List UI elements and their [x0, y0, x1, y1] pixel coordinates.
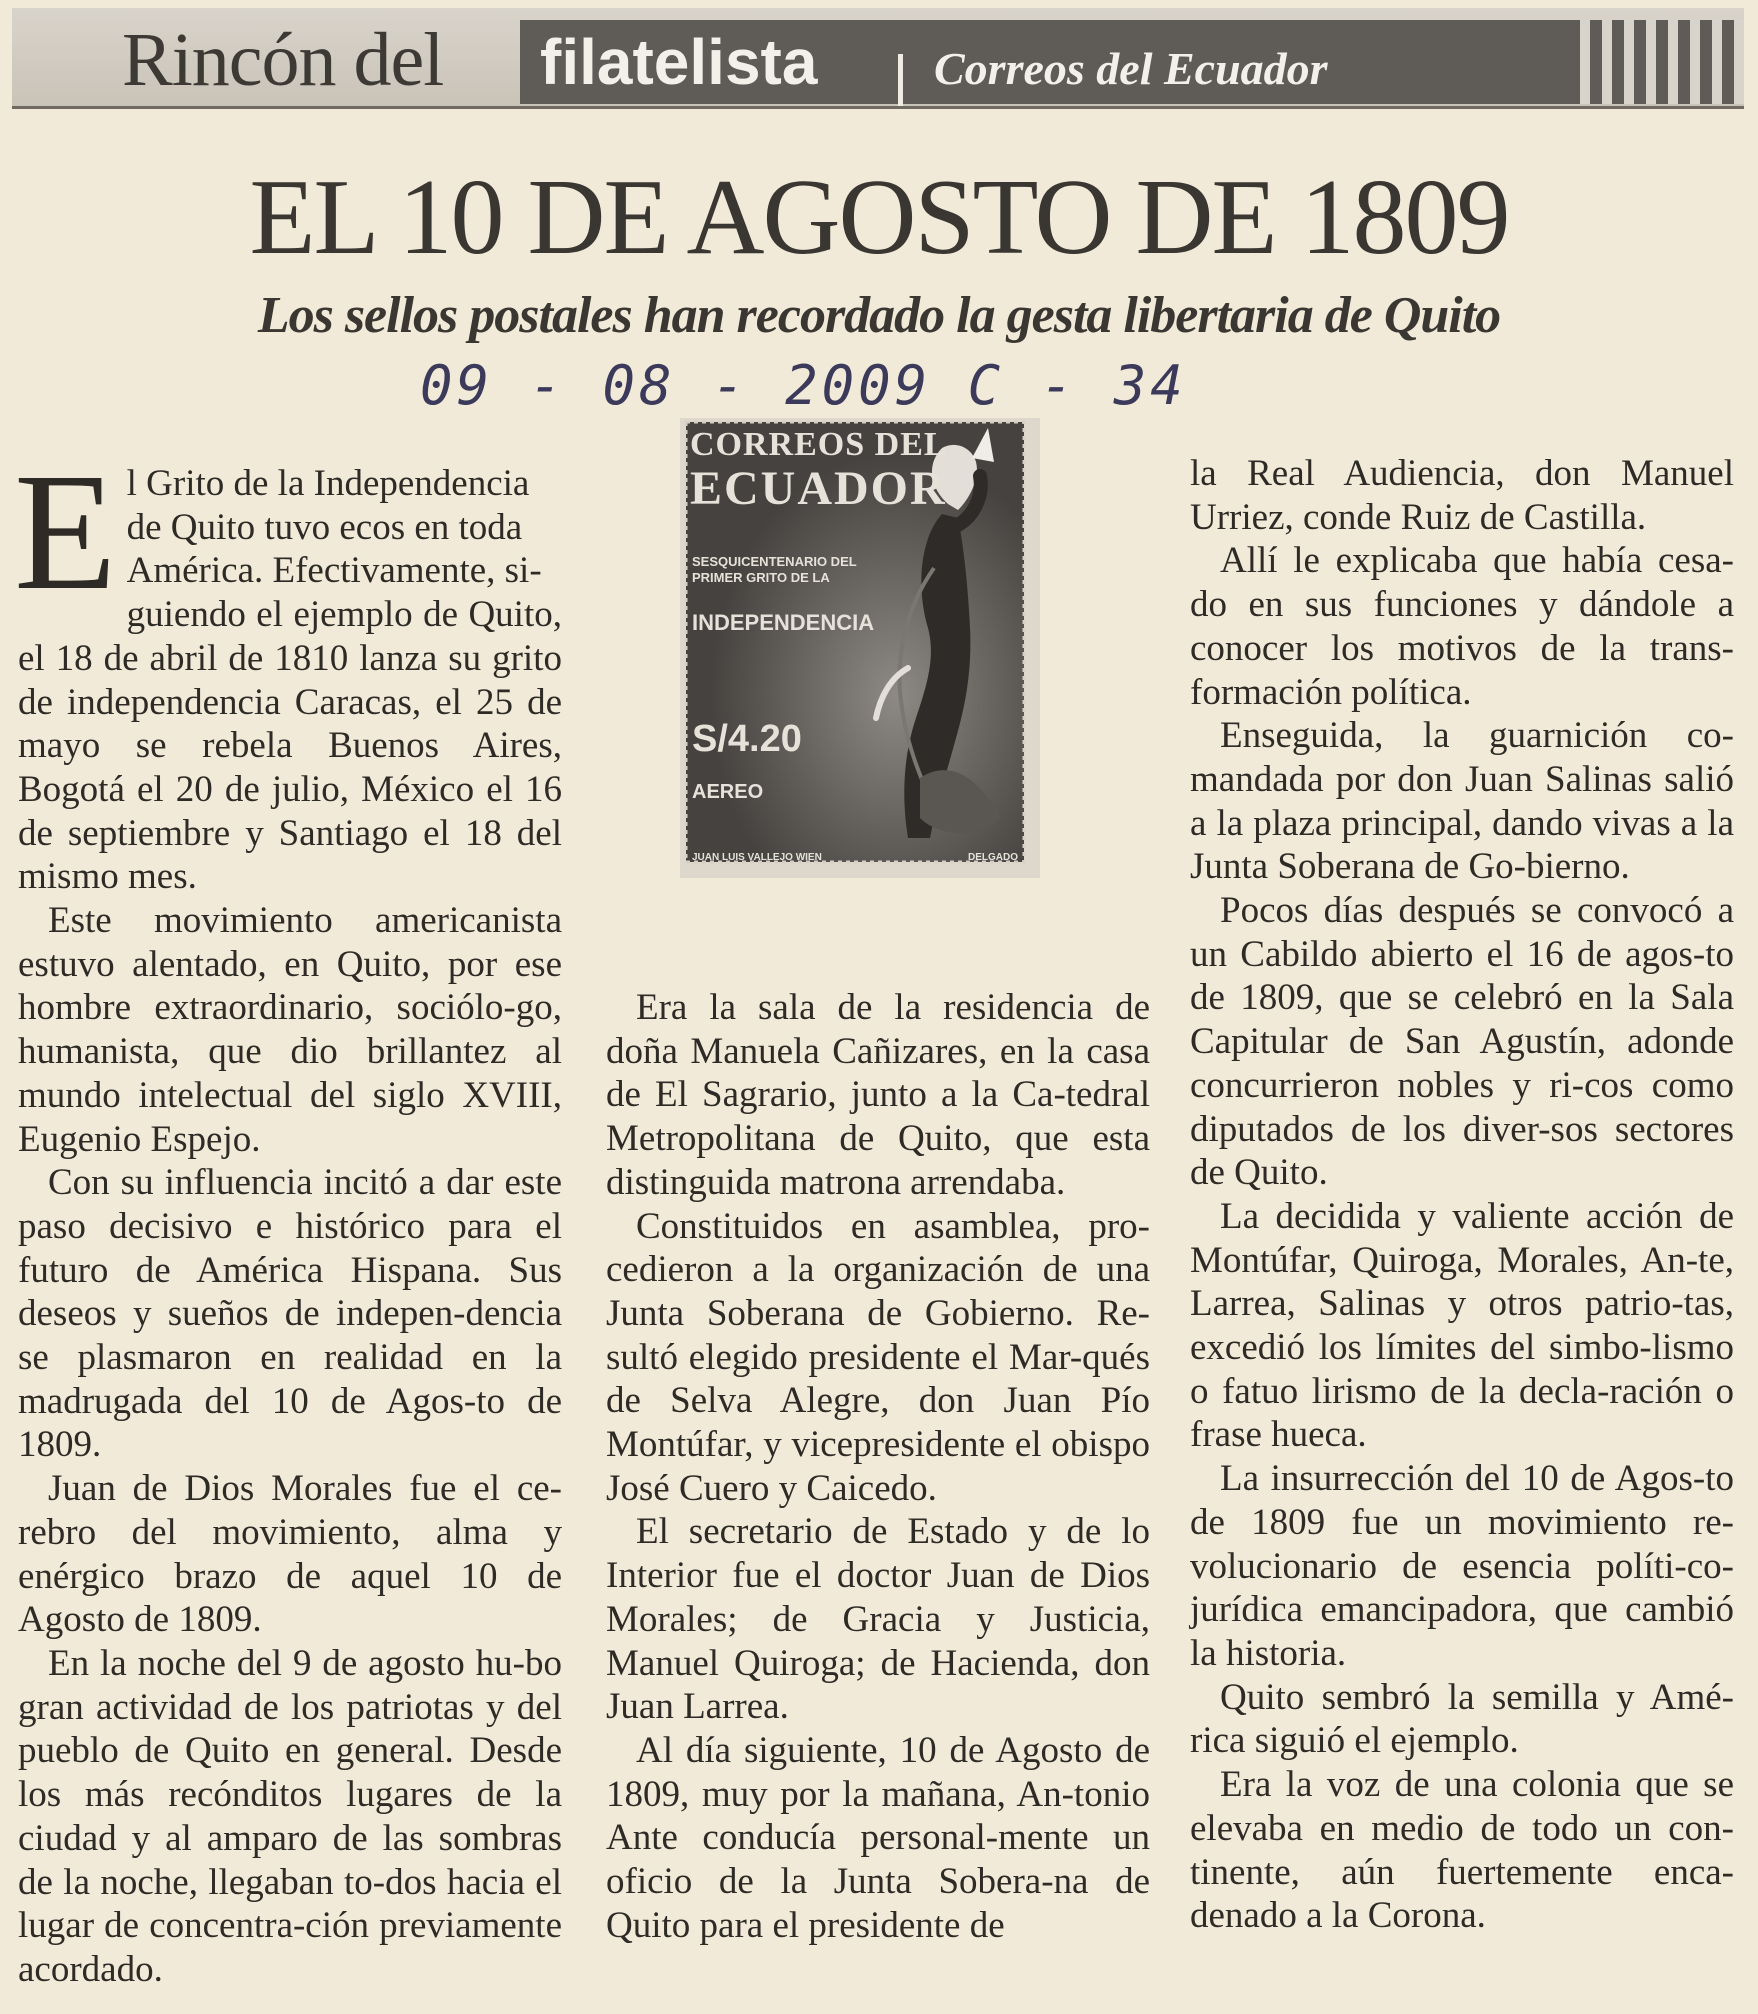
stamp-caption: SESQUICENTENARIO DEL PRIMER GRITO DE LA: [692, 554, 857, 585]
paragraph: El secretario de Estado y de lo Interior fue el doctor Juan de Dios Morales; de Gracia y Justicia, Manuel Quiroga; de Hacienda, don Juan Larrea.: [606, 1511, 1150, 1728]
paragraph: Pocos días después se convocó a un Cabildo abierto el 16 de agos-to de 1809, que se celebró en la Sala Capitular de San Agustín, adonde concurrieron nobles y ri-cos como diputados de los diver-sos sectores de Quito.: [1190, 890, 1734, 1194]
section-name: Rincón del: [122, 18, 444, 102]
stamp-caption-2: INDEPENDENCIA: [692, 610, 875, 635]
paragraph: [14, 439, 562, 899]
paragraph: Este movimiento americanista estuvo alentado, en Quito, por ese hombre extraordinario, sociólo-go, humanista, que dio brillantez al mundo intelectual del siglo XVIII, Eugenio Espejo.: [18, 900, 562, 1160]
stamp-footer-right: DELGADO: [968, 852, 1018, 863]
stamp-service: AEREO: [692, 781, 764, 803]
text-line: de Quito tuvo ecos en toda: [126, 506, 523, 548]
paragraph: Allí le explicaba que había cesa-do en sus funciones y dándole a conocer los motivos de la trans-formación política.: [1190, 540, 1734, 713]
paragraph: Con su influencia incitó a dar este paso decisivo e histórico para el futuro de América Hispana. Sus deseos y sueños de indepen-dencia se plasmaron en realidad en la madrugada del 10 de Agos-to de 1809.: [18, 1162, 562, 1466]
paragraph: En la noche del 9 de agosto hu-bo gran actividad de los patriotas y del pueblo de Quito en general. Desde los más recónditos lugares de la ciudad y al amparo de las sombras de la noche, llegaban to-dos hacia el lugar de concentra-ción previamente acordado.: [18, 1642, 562, 1990]
stamp-footer-left: JUAN LUIS VALLEJO WIEN: [692, 852, 822, 863]
paragraph: Juan de Dios Morales fue el ce-rebro del movimiento, alma y enérgico brazo de aquel 10 de Agosto de 1809.: [18, 1468, 562, 1641]
article-column-2: [606, 986, 1150, 1947]
paragraph: La decidida y valiente acción de Montúfar, Quiroga, Morales, An-te, Larrea, Salinas y otros patrio-tas, excedió los límites del simbo-lismo o fatuo lirismo de la decla-ración o frase hueca.: [1190, 1195, 1734, 1456]
section-highlight: filatelista: [540, 26, 818, 98]
stamp-line-2: ECUADOR: [690, 462, 947, 515]
paragraph: Era la sala de la residencia de doña Manuela Cañizares, en la casa de El Sagrario, junto a la Ca-tedral Metropolitana de Quito, que esta distinguida matrona arrendaba.: [606, 987, 1150, 1203]
text-line: América. Efectivamente, si-: [126, 550, 542, 592]
paragraph: Constituidos en asamblea, pro-cedieron a la organización de una Junta Soberana de Gobierno. Re-sultó elegido presidente el Mar-qués de Selva Alegre, don Juan Pío Montúfar, y vicepresidente el obispo José Cuero y Caicedo.: [606, 1205, 1150, 1509]
article-title: EL 10 DE AGOSTO DE 1809: [249, 158, 1509, 277]
stamp-line-1: CORREOS DEL: [690, 426, 948, 463]
section-sponsor: Correos del Ecuador: [934, 43, 1328, 94]
drop-cap: E: [14, 439, 117, 625]
text-line: l Grito de la Independencia: [126, 463, 530, 504]
handwritten-date-note: 09 - 08 - 2009 C - 34: [420, 354, 1187, 417]
paragraph: Enseguida, la guarnición co-mandada por don Juan Salinas salió a la plaza principal, dando vivas a la Junta Soberana de Go-bierno.: [1190, 715, 1734, 888]
paragraph: Era la voz de una colonia que se elevaba en medio de todo un con-tinente, aún fuertemente enca-denado a la Corona.: [1190, 1764, 1734, 1937]
paragraph: Al día siguiente, 10 de Agosto de 1809, muy por la mañana, An-tonio Ante conducía personal-mente un oficio de la Junta Sobera-na de Quito para el presidente de: [606, 1729, 1150, 1946]
stamp-value: S/4.20: [692, 718, 802, 760]
section-header: [12, 8, 1744, 109]
article-subtitle: Los sellos postales han recordado la gesta libertaria de Quito: [257, 287, 1501, 344]
paragraph-text: guiendo el ejemplo de Quito, el 18 de abril de 1810 lanza su grito de independencia Caracas, el 25 de mayo se rebela Buenos Aires, Bogotá el 20 de julio, México el 16 de septiembre y Santiago el 18 del mismo mes.: [18, 594, 562, 898]
header-stripes: [1568, 20, 1744, 104]
paragraph: la Real Audiencia, don Manuel Urriez, conde Ruiz de Castilla.: [1190, 453, 1734, 538]
article-column-1: [14, 439, 562, 1992]
postage-stamp-image: [680, 418, 1040, 878]
article-column-3: [1190, 452, 1734, 1938]
paragraph: Quito sembró la semilla y Amé-rica siguió el ejemplo.: [1190, 1676, 1734, 1762]
header-divider: [898, 54, 903, 106]
paragraph: La insurrección del 10 de Agos-to de 1809 fue un movimiento re-volucionario de esencia políti-co-jurídica emancipadora, que cambió la historia.: [1190, 1458, 1734, 1674]
